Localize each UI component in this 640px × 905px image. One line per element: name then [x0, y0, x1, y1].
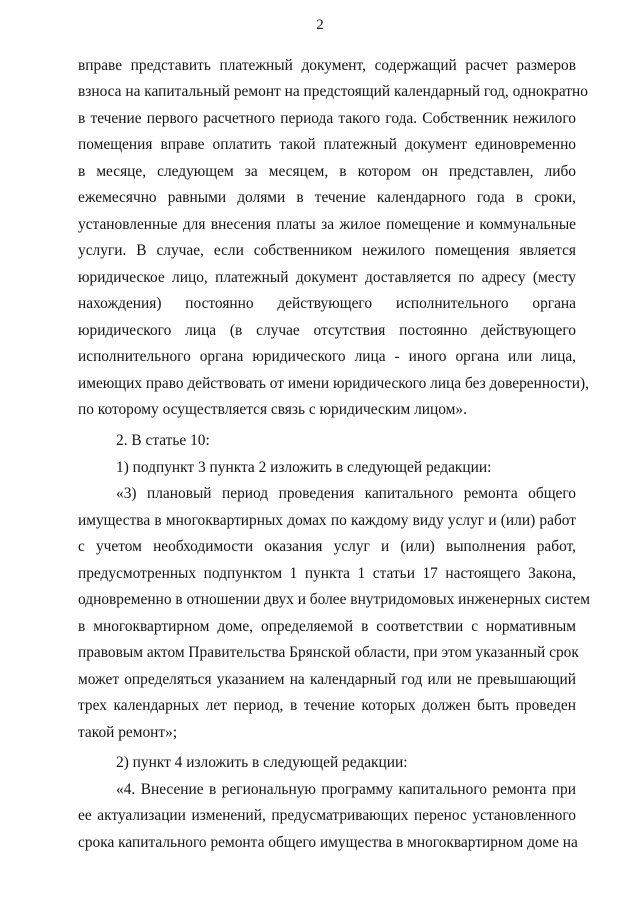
text-line: взноса на капитальный ремонт на предстоящий календарный год, однократно: [78, 83, 588, 100]
text-line: такой ремонт»;: [78, 724, 178, 741]
text-line: установленные для внесения платы за жилое помещение и коммунальные: [78, 216, 576, 233]
subpoint-heading: 1) подпункт 3 пункта 2 изложить в следующей редакции:: [116, 459, 492, 476]
text-line: в многоквартирном доме, определяемой в соответствии с нормативным: [78, 618, 576, 635]
text-line: правовым актом Правительства Брянской области, при этом указанный срок: [78, 644, 579, 661]
text-line: может определяться указанием на календарный год или не превышающий: [78, 671, 576, 688]
text-line: ее актуализации изменений, предусматривающих перенос установленного: [78, 807, 576, 824]
page-number: 2: [316, 17, 324, 33]
text-line: с учетом необходимости оказания услуг и (или) выполнения работ,: [78, 538, 576, 555]
text-line: юридического лица (в случае отсутствия постоянно действующего: [78, 322, 576, 339]
text-line: ежемесячно равными долями в течение календарного года в сроки,: [78, 189, 576, 206]
text-line: срока капитального ремонта общего имущества в многоквартирном доме на: [78, 834, 578, 851]
text-line: помещения вправе оплатить такой платежный документ единовременно: [78, 136, 576, 153]
text-line: нахождения) постоянно действующего исполнительного органа: [78, 295, 576, 312]
text-line: по которому осуществляется связь с юридическим лицом».: [78, 401, 467, 418]
section-heading: 2. В статье 10:: [116, 432, 210, 449]
text-line: в месяце, следующем за месяцем, в котором он представлен, либо: [78, 163, 576, 180]
text-line: одновременно в отношении двух и более внутридомовых инженерных систем: [78, 591, 590, 608]
text-line: услуги. В случае, если собственником нежилого помещения является: [78, 242, 576, 259]
text-line: имеющих право действовать от имени юридического лица без доверенности),: [78, 375, 589, 392]
text-line: предусмотренных подпунктом 1 пункта 1 статьи 17 настоящего Закона,: [78, 565, 576, 582]
subpoint-heading: 2) пункт 4 изложить в следующей редакции:: [116, 754, 408, 771]
text-line: в течение первого расчетного периода такого года. Собственник нежилого: [78, 110, 576, 127]
text-line: юридическое лицо, платежный документ доставляется по адресу (месту: [78, 269, 576, 286]
text-line: вправе представить платежный документ, содержащий расчет размеров: [78, 57, 576, 74]
text-line: исполнительного органа юридического лица - иного органа или лица,: [78, 348, 576, 365]
text-line: «3) плановый период проведения капитального ремонта общего: [116, 485, 576, 502]
text-line: трех календарных лет период, в течение которых должен быть проведен: [78, 697, 576, 714]
text-line: «4. Внесение в региональную программу капитального ремонта при: [116, 781, 576, 798]
text-line: имущества в многоквартирных домах по каждому виду услуг и (или) работ: [78, 512, 576, 529]
